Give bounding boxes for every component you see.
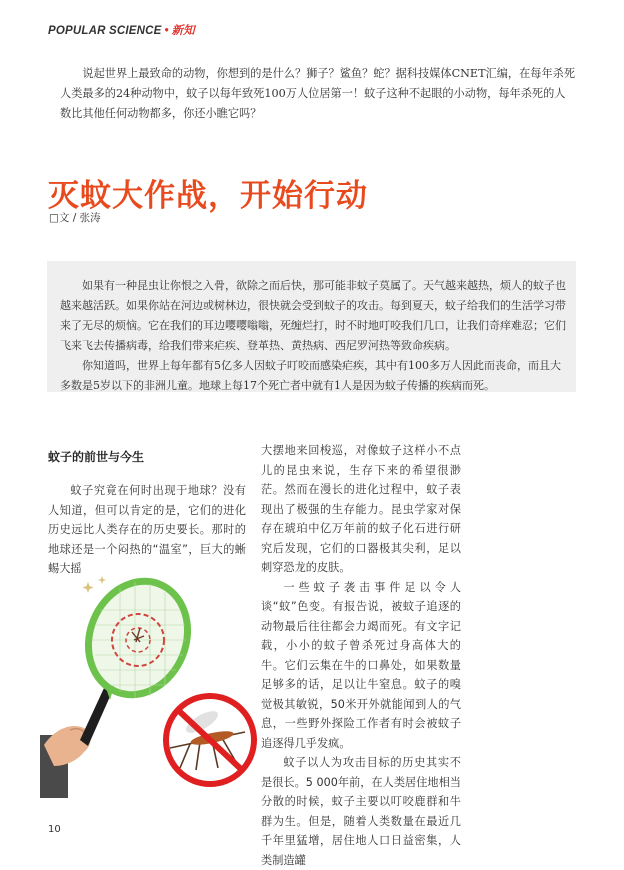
column-left — [48, 481, 246, 579]
page-number: 10 — [48, 824, 61, 835]
intro-paragraph: 说起世界上最致命的动物，你想到的是什么？狮子？鲨鱼？蛇？据科技媒体CNET汇编，在每年杀死人类最多的24种动物中，蚊子以每年致死100万人位居第一！蚊子这种不起眼的小动物，每年杀死的人数比其他任何动物都多，你还小瞧它吗？ — [60, 67, 576, 120]
section-name: POPULAR SCIENCE — [48, 25, 162, 37]
lead-text — [60, 276, 568, 396]
article-title: 灭蚊大作战，开始行动 — [48, 178, 368, 214]
section-heading: 蚊子的前世与今生 — [48, 450, 145, 464]
body-paragraph-continued: 大摆地来回梭巡，对像蚊子这样小不点儿的昆虫来说，生存下来的希望很渺茫。然而在漫长的进化过程中，蚊子表现出了极强的生存能力。昆虫学家对保存在琥珀中亿万年前的蚊子化石进行研究后发现，它们的口器极其尖利，足以刺穿恐龙的皮肤。 — [261, 444, 461, 574]
author-byline: □文 / 张涛 — [49, 212, 101, 224]
racket-head — [72, 570, 204, 710]
body-paragraph: 蚊子究竟在何时出现于地球？没有人知道，但可以肯定的是，它们的进化历史远比人类存在的历史要长。那时的地球还是一个闷热的“温室”，巨大的蜥蜴大摇 — [48, 484, 246, 575]
sparkle-icon — [83, 576, 107, 593]
body-paragraph: 蚊子以人为攻击目标的历史其实不是很长。5 000年前，在人类居住地相当分散的时候，蚊子主要以叮咬鹿群和牛群为生。但是，随着人类数量在最近几千年里猛增，居住地人口日益密集，人类制造罐 — [261, 756, 461, 867]
body-paragraph: 一些蚊子袭击事件足以令人谈“蚊”色变。有报告说，被蚊子追逐的动物最后往往都会力竭而死。有文字记载，小小的蚊子曾杀死过身高体大的牛。它们云集在牛的口鼻处，如果数量足够多的话，足以让牛窒息。蚊子的嗅觉极其敏锐，50米开外就能闻到人的气息，一些野外探险工作者有时会被蚊子追逐得几乎发疯。 — [261, 580, 461, 750]
racket-handle — [80, 688, 112, 746]
magazine-header — [48, 22, 195, 38]
lead-paragraph: 你知道吗，世界上每年都有5亿多人因蚊子叮咬而感染疟疾，其中有100多万人因此而丧命，而且大多数是5岁以下的非洲儿童。地球上每17个死亡者中就有1人是因为蚊子传播的疾病而死。 — [60, 359, 561, 392]
mosquito-racket-illustration — [40, 570, 262, 798]
column-right — [261, 441, 461, 870]
header-separator: • — [164, 25, 169, 37]
column-name: 新知 — [171, 25, 195, 37]
lead-paragraph: 如果有一种昆虫让你恨之入骨，欲除之而后快，那可能非蚊子莫属了。天气越来越热，烦人的蚊子也越来越活跃。如果你站在河边或树林边，很快就会受到蚊子的攻击。每到夏天，蚊子给我们的生活学习带来了无尽的烦恼。它在我们的耳边嘤嘤嗡嗡，死缠烂打，时不时地叮咬我们几口，让我们奇痒难忍；它们飞来飞去传播病毒，给我们带来疟疾、登革热、黄热病、西尼罗河热等致命疾病。 — [60, 279, 566, 352]
no-mosquito-sign-icon — [166, 696, 254, 784]
